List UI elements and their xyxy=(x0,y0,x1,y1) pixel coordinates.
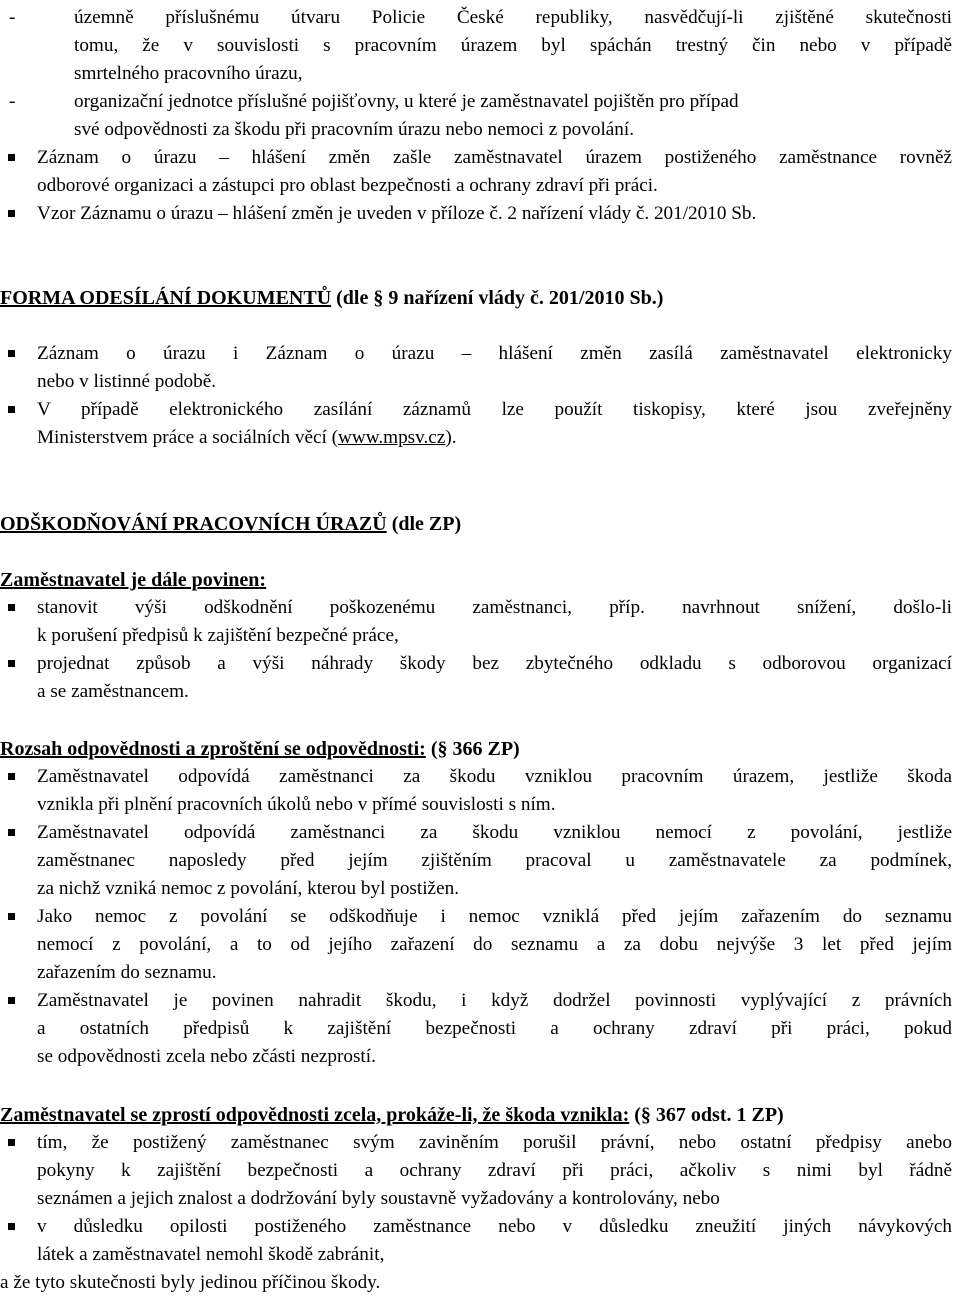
text-line: a se zaměstnancem. xyxy=(37,681,189,702)
bullet-square-icon xyxy=(8,660,15,667)
text-line: stanovit výši odškodnění poškozenému zaměstnanci, příp. navrhnout snížení, došlo-li xyxy=(37,597,952,618)
text-line: zaměstnanec naposledy před jejím zjištěním pracoval u zaměstnavatele za podmínek, xyxy=(37,850,952,871)
text-line: Vzor Záznamu o úrazu – hlášení změn je uveden v příloze č. 2 nařízení vlády č. 201/2010 Sb. xyxy=(37,203,757,224)
text-line: k porušení předpisů k zajištění bezpečné práce, xyxy=(37,625,399,646)
text-line: nemocí z povolání, a to od jejího zařazení do seznamu a za dobu nejvýše 3 let před jejím xyxy=(37,934,952,955)
text-line: Záznam o úrazu – hlášení změn zašle zaměstnavatel úrazem postiženého zaměstnance rovněž xyxy=(37,147,952,168)
text-line: tím, že postižený zaměstnanec svým zaviněním porušil právní, nebo ostatní předpisy anebo xyxy=(37,1132,952,1153)
text-line: Záznam o úrazu i Záznam o úrazu – hlášení změn zasílá zaměstnavatel elektronicky xyxy=(37,343,952,364)
bullet-square-icon xyxy=(8,154,15,161)
text-line: vznikla při plnění pracovních úkolů nebo v přímé souvislosti s ním. xyxy=(37,794,556,815)
dash-marker: - xyxy=(9,7,16,28)
text-line: organizační jednotce příslušné pojišťovny, u které je zaměstnavatel pojištěn pro případ xyxy=(74,91,739,112)
text-line: Zaměstnavatel je povinen nahradit škodu, i když dodržel povinnosti vyplývající z právních xyxy=(37,990,952,1011)
section-heading xyxy=(0,510,960,538)
bullet-square-icon xyxy=(8,913,15,920)
subsection-heading xyxy=(0,566,960,594)
bullet-square-icon xyxy=(8,604,15,611)
heading-underlined: FORMA ODESÍLÁNÍ DOKUMENTŮ xyxy=(0,287,332,309)
closing-text: a že tyto skutečnosti byly jedinou příčinou škody. xyxy=(0,1272,381,1293)
mpsv-link[interactable]: www.mpsv.cz xyxy=(338,427,446,448)
text-line: územně příslušnému útvaru Policie České republiky, nasvědčují-li zjištěné skutečnosti xyxy=(74,7,952,28)
bullet-square-icon xyxy=(8,1139,15,1146)
bullet-square-icon xyxy=(8,997,15,1004)
dash-marker: - xyxy=(9,91,16,112)
text-line: pokyny k zajištění bezpečnosti a ochrany zdraví při práci, ačkoliv s nimi byl řádně xyxy=(37,1160,952,1181)
text-line: tomu, že v souvislosti s pracovním úrazem byl spáchán trestný čin nebo v případě xyxy=(74,35,952,56)
bullet-square-icon xyxy=(8,829,15,836)
text-line: látek a zaměstnavatel nemohl škodě zabránit, xyxy=(37,1244,385,1265)
text-line: se odpovědnosti zcela nebo zčásti nezprostí. xyxy=(37,1046,376,1067)
bullet-square-icon xyxy=(8,350,15,357)
text-line: V případě elektronického zasílání záznamů lze použít tiskopisy, které jsou zveřejněny xyxy=(37,399,952,420)
text-line: zařazením do seznamu. xyxy=(37,962,217,983)
heading-underlined: ODŠKODŇOVÁNÍ PRACOVNÍCH ÚRAZŮ xyxy=(0,513,387,535)
text-line: a ostatních předpisů k zajištění bezpečnosti a ochrany zdraví při práci, pokud xyxy=(37,1018,952,1039)
bullet-square-icon xyxy=(8,406,15,413)
text-line: Jako nemoc z povolání se odškodňuje i nemoc vzniklá před jejím zařazením do seznamu xyxy=(37,906,952,927)
text-line xyxy=(37,424,952,452)
text-line: za nichž vzniká nemoc z povolání, kterou byl postižen. xyxy=(37,878,459,899)
heading-underlined: Zaměstnavatel je dále povinen: xyxy=(0,569,267,591)
subsection-heading xyxy=(0,735,960,763)
heading-suffix: (§ 366 ZP) xyxy=(425,738,520,760)
subsection-heading xyxy=(0,1101,960,1129)
bullet-square-icon xyxy=(8,210,15,217)
bullet-square-icon xyxy=(8,773,15,780)
bullet-square-icon xyxy=(8,1223,15,1230)
text-line: v důsledku opilosti postiženého zaměstnance nebo v důsledku zneužití jiných návykových xyxy=(37,1216,952,1237)
heading-suffix: (§ 367 odst. 1 ZP) xyxy=(629,1104,784,1126)
text-line: Zaměstnavatel odpovídá zaměstnanci za škodu vzniklou pracovním úrazem, jestliže škoda xyxy=(37,766,952,787)
text-line: seznámen a jejich znalost a dodržování byly soustavně vyžadovány a kontrolovány, nebo xyxy=(37,1188,720,1209)
text-line: odborové organizaci a zástupci pro oblast bezpečnosti a ochrany zdraví při práci. xyxy=(37,175,658,196)
section-heading xyxy=(0,284,960,312)
text-fragment: Ministerstvem práce a sociálních věcí ( xyxy=(37,427,339,448)
text-line: smrtelného pracovního úrazu, xyxy=(74,63,303,84)
heading-underlined: Zaměstnavatel se zprostí odpovědnosti zcela, prokáže-li, že škoda vznikla: xyxy=(0,1104,630,1126)
text-line: své odpovědnosti za škodu při pracovním úrazu nebo nemoci z povolání. xyxy=(74,119,635,140)
heading-suffix: (dle § 9 nařízení vlády č. 201/2010 Sb.) xyxy=(331,287,664,309)
heading-underlined: Rozsah odpovědnosti a zproštění se odpovědnosti: xyxy=(0,738,426,760)
text-line: nebo v listinné podobě. xyxy=(37,371,217,392)
text-line: Zaměstnavatel odpovídá zaměstnanci za škodu vzniklou nemocí z povolání, jestliže xyxy=(37,822,952,843)
text-fragment: ). xyxy=(445,427,457,448)
text-line: projednat způsob a výši náhrady škody bez zbytečného odkladu s odborovou organizací xyxy=(37,653,952,674)
heading-suffix: (dle ZP) xyxy=(386,513,462,535)
